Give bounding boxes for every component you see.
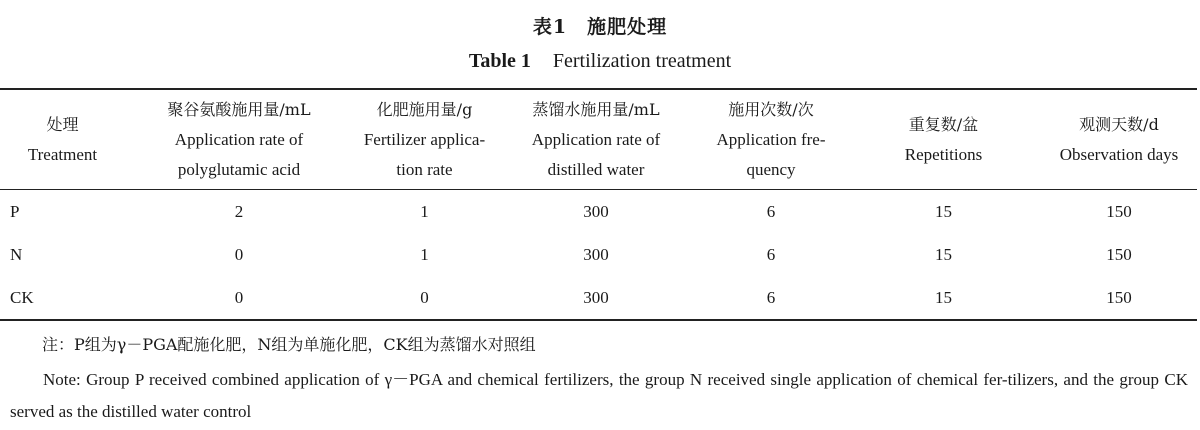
table-cell: 300 [583, 244, 609, 264]
col-header-cn: 施用次数/次 [728, 99, 814, 119]
table-cell: 150 [1106, 201, 1132, 221]
table-header-row [0, 89, 1197, 190]
col-header-cn: 重复数/盆 [908, 114, 979, 134]
col-header-cn: 观测天数/d [1079, 114, 1159, 134]
col-header-observation-days [1041, 89, 1197, 190]
col-header-water-rate [496, 89, 696, 190]
table-cell: 6 [766, 244, 776, 264]
fertilization-table [0, 88, 1197, 321]
table-cell: 150 [1106, 287, 1132, 307]
table-cell: 6 [766, 201, 776, 221]
col-header-en: Repetitions [904, 144, 983, 164]
col-header-frequency [696, 89, 846, 190]
table-title-chinese: 表1 施肥处理 [532, 16, 668, 38]
table-cell: P [10, 201, 20, 221]
table-cell: CK [10, 287, 34, 307]
table-note-english: Note: Group P received combined application of γ－PGA and chemical fertilizers, the group N received single application of chemical fer-tilizers, and the group CK served as the distilled water control [10, 370, 1188, 421]
table-cell: 300 [583, 201, 609, 221]
col-header-cn: 处理 [46, 114, 79, 134]
col-header-en: Application rate of distilled water [531, 129, 661, 179]
table-cell: 1 [420, 201, 429, 221]
table-cell: 15 [935, 244, 952, 264]
table-caption: Fertilization treatment [552, 50, 732, 72]
table-note-chinese: 注：P组为γ－PGA配施化肥，N组为单施化肥，CK组为蒸馏水对照组 [42, 335, 536, 354]
table-cell: 1 [420, 244, 429, 264]
table-cell: 0 [420, 287, 429, 307]
table-cell: 6 [766, 287, 776, 307]
table-cell: 15 [935, 201, 952, 221]
table-row-n [0, 233, 1197, 276]
col-header-en: Treatment [27, 144, 98, 164]
col-header-en: Application fre- quency [716, 129, 826, 179]
col-header-en: Observation days [1059, 144, 1179, 164]
table-cell: 150 [1106, 244, 1132, 264]
table-cell: 15 [935, 287, 952, 307]
col-header-pga-rate [125, 89, 353, 190]
col-header-fertilizer-rate [353, 89, 496, 190]
col-header-treatment [0, 89, 125, 190]
col-header-en: Fertilizer applica- tion rate [363, 129, 486, 179]
table-number-label: Table 1 [468, 50, 531, 72]
col-header-en: Application rate of polyglutamic acid [174, 129, 304, 179]
table-title-english [0, 50, 1200, 73]
col-header-cn: 化肥施用量/g [376, 99, 473, 119]
table-row-ck [0, 276, 1197, 320]
table-cell: N [10, 244, 23, 264]
table-cell: 0 [234, 244, 244, 264]
col-header-cn: 聚谷氨酸施用量/mL [167, 99, 311, 119]
table-cell: 0 [234, 287, 244, 307]
col-header-repetitions [846, 89, 1041, 190]
col-header-cn: 蒸馏水施用量/mL [532, 99, 660, 119]
table-cell: 2 [234, 201, 244, 221]
table-row-p [0, 190, 1197, 234]
table-cell: 300 [583, 287, 609, 307]
